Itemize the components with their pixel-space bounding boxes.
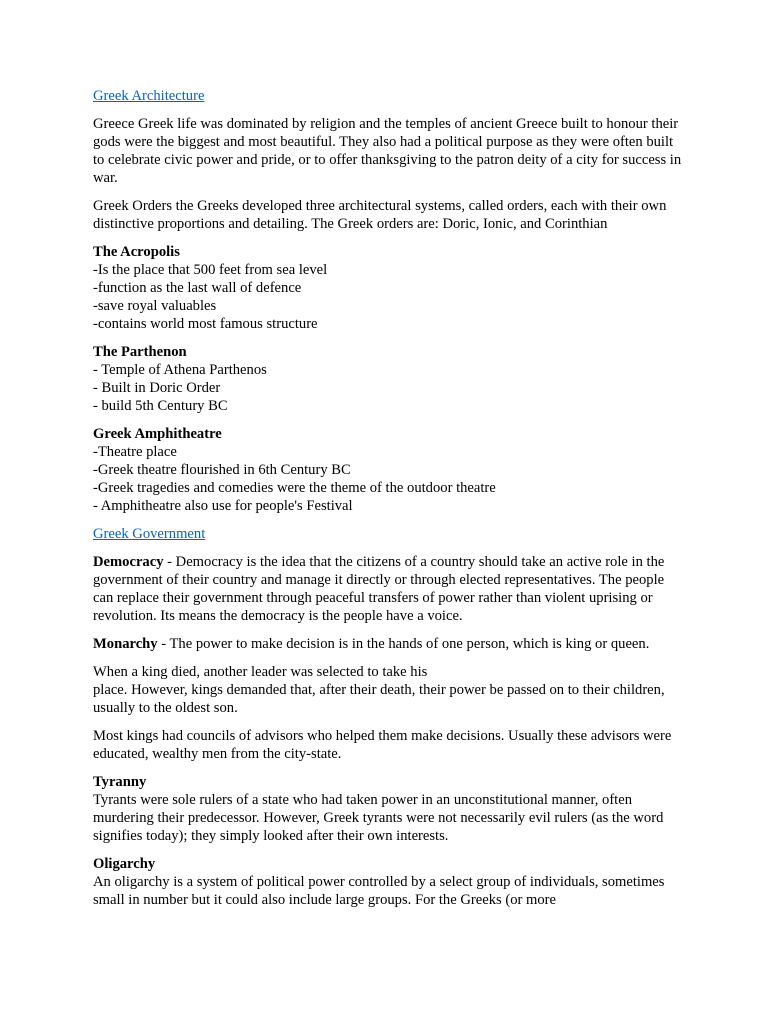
monarchy-text: - The power to make decision is in the hands of one person, which is king or queen.: [157, 636, 650, 652]
acropolis-heading: The Acropolis: [93, 244, 180, 260]
amphitheatre-item: -Greek tragedies and comedies were the theme of the outdoor theatre: [93, 480, 496, 496]
intro-religion-paragraph: Greece Greek life was dominated by religion and the temples of ancient Greece built to honour their gods were the biggest and most beautiful. They also had a political purpose as they were often built to celebrate civic power and pride, or to offer thanksgiving to the patron deity of a city for success in war.: [93, 116, 682, 186]
acropolis-item: -contains world most famous structure: [93, 316, 318, 332]
document-page: [93, 87, 683, 919]
acropolis-item: -Is the place that 500 feet from sea level: [93, 262, 328, 278]
democracy-text: - Democracy is the idea that the citizens of a country should take an active role in the government of their country and manage it directly or through elected representatives. The people can replace their government through peaceful transfers of power rather than violent uprising or revolution. Its means the democracy is the people have a voice.: [93, 554, 665, 624]
intro-orders-paragraph: Greek Orders the Greeks developed three architectural systems, called orders, each with their own distinctive proportions and detailing. The Greek orders are: Doric, Ionic, and Corinthian: [93, 198, 667, 232]
king-succession-paragraph: [93, 663, 683, 717]
oligarchy-section: [93, 855, 683, 909]
parthenon-item: - build 5th Century BC: [93, 398, 228, 414]
amphitheatre-item: - Amphitheatre also use for people's Festival: [93, 498, 353, 514]
oligarchy-text: An oligarchy is a system of political power controlled by a select group of individuals, sometimes small in number but it could also include large groups. For the Greeks (or more: [93, 874, 665, 908]
tyranny-heading: Tyranny: [93, 774, 147, 790]
king-succession-line-2: place. However, kings demanded that, after their death, their power be passed on to their children, usually to the oldest son.: [93, 682, 665, 716]
democracy-paragraph: [93, 553, 683, 625]
amphitheatre-item: -Greek theatre flourished in 6th Century BC: [93, 462, 351, 478]
king-succession-line-1: When a king died, another leader was selected to take his: [93, 664, 428, 680]
amphitheatre-item: -Theatre place: [93, 444, 177, 460]
acropolis-section: [93, 243, 683, 333]
democracy-term: Democracy: [93, 554, 164, 570]
oligarchy-heading: Oligarchy: [93, 856, 156, 872]
parthenon-item: - Temple of Athena Parthenos: [93, 362, 267, 378]
tyranny-section: [93, 773, 683, 845]
parthenon-item: - Built in Doric Order: [93, 380, 221, 396]
greek-government-link[interactable]: Greek Government: [93, 526, 206, 542]
amphitheatre-heading: Greek Amphitheatre: [93, 426, 222, 442]
acropolis-item: -function as the last wall of defence: [93, 280, 302, 296]
greek-architecture-link-paragraph: [93, 87, 683, 105]
tyranny-text: Tyrants were sole rulers of a state who had taken power in an unconstitutional manner, often murdering their predecessor. However, Greek tyrants were not necessarily evil rulers (as the word signifies today); they simply looked after their own interests.: [93, 792, 664, 844]
advisors-paragraph: Most kings had councils of advisors who helped them make decisions. Usually these advisors were educated, wealthy men from the city-state.: [93, 728, 672, 762]
greek-government-link-paragraph: [93, 525, 683, 543]
greek-architecture-link[interactable]: Greek Architecture: [93, 88, 205, 104]
parthenon-section: [93, 343, 683, 415]
acropolis-item: -save royal valuables: [93, 298, 217, 314]
monarchy-paragraph: [93, 635, 683, 653]
amphitheatre-section: [93, 425, 683, 515]
parthenon-heading: The Parthenon: [93, 344, 187, 360]
monarchy-term: Monarchy: [93, 636, 158, 652]
